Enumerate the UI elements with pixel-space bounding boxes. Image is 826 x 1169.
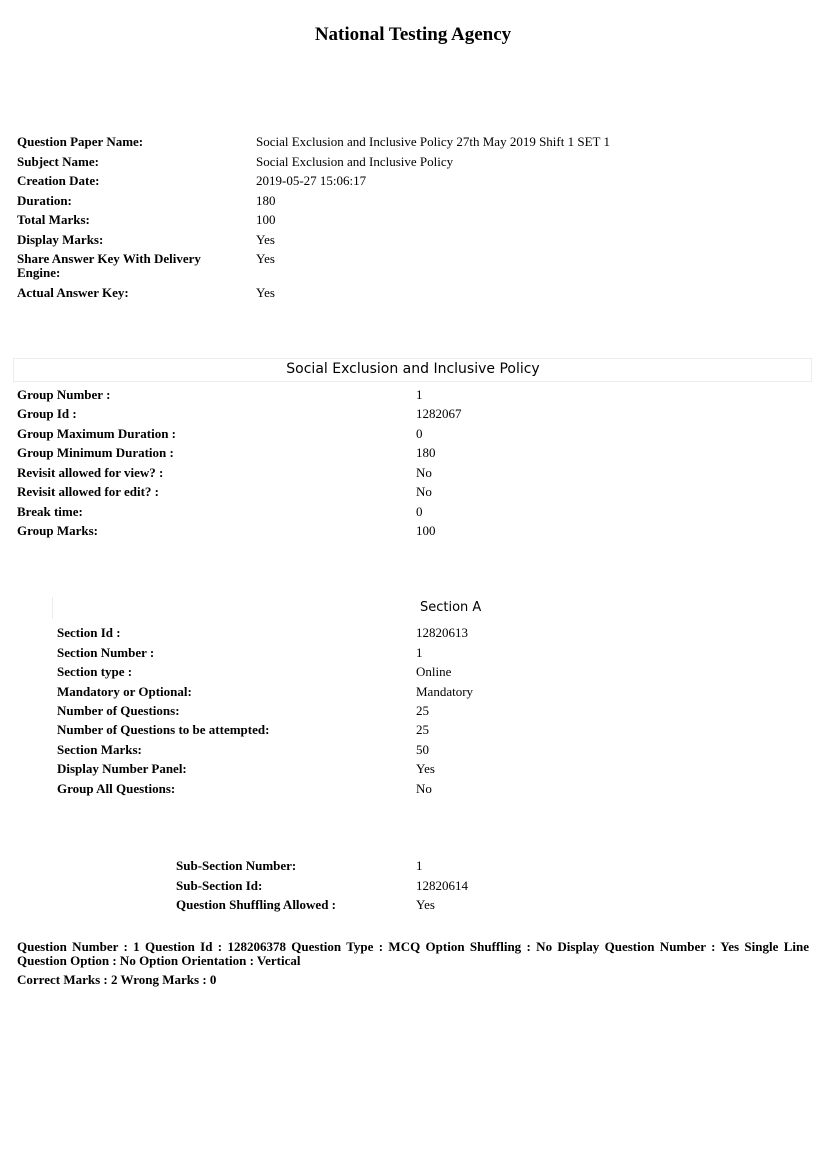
duration-value: 180 (256, 193, 276, 208)
subsection-number-value: 1 (416, 858, 423, 873)
display-marks-label: Display Marks: (17, 232, 104, 247)
group-marks-label: Group Marks: (17, 523, 99, 538)
group-id-label: Group Id : (17, 406, 77, 421)
group-marks-value: 100 (416, 523, 436, 538)
total-marks-value: 100 (256, 212, 276, 227)
subsection-id-value: 12820614 (416, 878, 468, 893)
creation-date-label: Creation Date: (17, 173, 100, 188)
share-answer-key-label (17, 252, 232, 280)
section-number-label: Section Number : (57, 645, 155, 660)
group-number-label: Group Number : (17, 387, 111, 402)
question-paper-name-value: Social Exclusion and Inclusive Policy 27th May 2019 Shift 1 SET 1 (256, 134, 610, 149)
mandatory-value: Mandatory (416, 684, 474, 699)
question-marks: Correct Marks : 2 Wrong Marks : 0 (17, 972, 217, 987)
revisit-edit-value: No (416, 484, 432, 499)
section-type-label: Section type : (57, 664, 133, 679)
share-answer-key-label-line1: Share Answer Key With Delivery (17, 251, 201, 266)
question-info: Question Number : 1 Question Id : 128206378 Question Type : MCQ Option Shuffling : No Display Question Number : Yes Single Line Question Option : No Option Orientation : Vertical (17, 939, 809, 968)
mandatory-label: Mandatory or Optional: (57, 684, 192, 699)
duration-label: Duration: (17, 193, 72, 208)
group-min-duration-value: 180 (416, 445, 436, 460)
total-marks-label: Total Marks: (17, 212, 90, 227)
section-type-value: Online (416, 664, 452, 679)
group-all-value: No (416, 781, 432, 796)
section-marks-value: 50 (416, 742, 429, 757)
group-min-duration-label: Group Minimum Duration : (17, 445, 174, 460)
actual-answer-key-value: Yes (256, 285, 275, 300)
subsection-id-label: Sub-Section Id: (176, 878, 263, 893)
revisit-view-label: Revisit allowed for view? : (17, 465, 164, 480)
revisit-edit-label: Revisit allowed for edit? : (17, 484, 160, 499)
break-time-label: Break time: (17, 504, 83, 519)
section-id-value: 12820613 (416, 625, 468, 640)
display-panel-value: Yes (416, 761, 435, 776)
group-max-duration-value: 0 (416, 426, 423, 441)
section-marks-label: Section Marks: (57, 742, 142, 757)
group-title: Social Exclusion and Inclusive Policy (286, 361, 540, 377)
group-id-value: 1282067 (416, 406, 462, 421)
shuffling-value: Yes (416, 897, 435, 912)
section-id-label: Section Id : (57, 625, 121, 640)
page-title: National Testing Agency (314, 24, 512, 45)
num-attempt-value: 25 (416, 722, 429, 737)
num-questions-value: 25 (416, 703, 429, 718)
creation-date-value: 2019-05-27 15:06:17 (256, 173, 367, 188)
display-marks-value: Yes (256, 232, 275, 247)
group-all-label: Group All Questions: (57, 781, 176, 796)
break-time-value: 0 (416, 504, 423, 519)
display-panel-label: Display Number Panel: (57, 761, 187, 776)
actual-answer-key-label: Actual Answer Key: (17, 285, 129, 300)
share-answer-key-label-line2: Engine: (17, 265, 61, 280)
num-attempt-label: Number of Questions to be attempted: (57, 722, 270, 737)
revisit-view-value: No (416, 465, 432, 480)
subject-name-label: Subject Name: (17, 154, 99, 169)
subject-name-value: Social Exclusion and Inclusive Policy (256, 154, 454, 169)
question-paper-name-label: Question Paper Name: (17, 134, 144, 149)
num-questions-label: Number of Questions: (57, 703, 180, 718)
share-answer-key-value: Yes (256, 251, 275, 266)
section-title: Section A (420, 600, 482, 615)
group-number-value: 1 (416, 387, 423, 402)
shuffling-label: Question Shuffling Allowed : (176, 897, 337, 912)
group-max-duration-label: Group Maximum Duration : (17, 426, 177, 441)
subsection-number-label: Sub-Section Number: (176, 858, 297, 873)
section-number-value: 1 (416, 645, 423, 660)
